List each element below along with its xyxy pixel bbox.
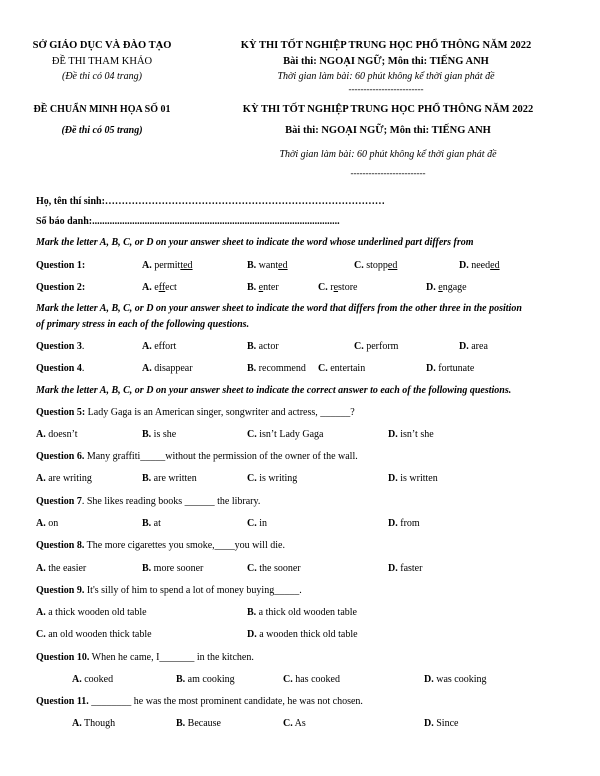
header2-left-line2: (Đề thi có 05 trang) (61, 125, 143, 136)
q9-option-a (36, 607, 147, 618)
option-text: effort (151, 341, 177, 352)
question-5 (36, 407, 355, 418)
q7-option-a (36, 518, 58, 529)
question-3 (36, 341, 84, 352)
option-letter: C. (247, 518, 257, 529)
header2-right-divider: ------------------------- (350, 168, 426, 178)
option-text: isn’t she (397, 429, 434, 440)
option-letter: B. (247, 607, 257, 618)
q8-option-c (247, 563, 301, 574)
option-text: at (151, 518, 161, 529)
q10-option-b (176, 674, 235, 685)
option-letter: D. (426, 282, 439, 293)
q9-option-b (247, 607, 357, 618)
option-text: are writing (45, 473, 92, 484)
option-text: in (256, 518, 268, 529)
option-letter: C. (318, 282, 331, 293)
q7-option-b (142, 518, 161, 529)
header1-right-line2: Bài thi: NGOẠI NGỮ; Môn thi: TIẾNG ANH (283, 56, 489, 67)
question-1-label: Question 1: (36, 260, 86, 271)
option-text: a wooden thick old table (256, 629, 358, 640)
q3-option-a (142, 341, 176, 352)
option-text: area (468, 341, 488, 352)
option-underlined: e (333, 282, 339, 293)
q2-option-b (247, 282, 279, 293)
option-letter: B. (247, 341, 257, 352)
option-letter: B. (247, 363, 257, 374)
question-8 (36, 540, 285, 551)
option-letter: A. (72, 674, 82, 685)
q8-option-b (142, 563, 203, 574)
option-letter: B. (176, 674, 186, 685)
option-text: disappear (151, 363, 193, 374)
option-text: a thick wooden old table (45, 607, 147, 618)
question-label: Question 7 (36, 496, 82, 507)
q1-option-b (247, 260, 288, 271)
option-underlined: ed (278, 260, 288, 271)
question-text: . (81, 363, 85, 374)
option-letter: A. (142, 260, 155, 271)
question-text: When he came, I_______ in the kitchen. (89, 652, 254, 663)
option-text: need (471, 260, 491, 271)
option-letter: C. (247, 429, 257, 440)
option-letter: D. (388, 518, 398, 529)
q4-option-a (142, 363, 193, 374)
option-letter: A. (72, 718, 82, 729)
q5-option-d (388, 429, 434, 440)
option-text: an old wooden thick table (45, 629, 152, 640)
option-letter: B. (142, 473, 152, 484)
q11-option-c (283, 718, 306, 729)
q1-option-d (459, 260, 500, 271)
q1-option-c (354, 260, 397, 271)
q11-option-a (72, 718, 115, 729)
question-7 (36, 496, 260, 507)
option-letter: B. (247, 260, 259, 271)
option-letter: A. (142, 282, 155, 293)
q1-option-a (142, 260, 193, 271)
candidate-name-field: Họ, tên thí sinh:………………………………………………………………………… (36, 196, 385, 207)
option-text: want (258, 260, 279, 271)
option-text: was cooking (433, 674, 487, 685)
option-letter: D. (459, 341, 469, 352)
question-text: The more cigarettes you smoke,____you will die. (84, 540, 285, 551)
q2-option-a (142, 282, 177, 293)
option-underlined: e (258, 282, 264, 293)
option-text-rest: nter (263, 282, 279, 293)
option-text: actor (256, 341, 279, 352)
header2-right-line1: KỲ THI TỐT NGHIỆP TRUNG HỌC PHỔ THÔNG NĂM 2022 (242, 104, 534, 115)
q2-option-c (318, 282, 357, 293)
q6-option-d (388, 473, 438, 484)
instruction-pronunciation: Mark the letter A, B, C, or D on your answer sheet to indicate the word whose underlined part differs from (36, 237, 474, 248)
q8-option-a (36, 563, 86, 574)
question-label: Question 8. (36, 540, 85, 551)
option-text-rest: ect (165, 282, 177, 293)
option-text: are written (151, 473, 197, 484)
question-6 (36, 451, 358, 462)
option-text: stopp (366, 260, 388, 271)
option-text: permit (154, 260, 181, 271)
option-letter: A. (36, 429, 46, 440)
option-letter: C. (36, 629, 46, 640)
option-text: the sooner (256, 563, 301, 574)
option-letter: C. (283, 674, 293, 685)
instruction-stress-line2: of primary stress in each of the following questions. (36, 319, 250, 330)
header2-right-line3: Thời gian làm bài: 60 phút không kể thời gian phát đề (279, 149, 497, 160)
question-label: Question 9. (36, 585, 85, 596)
option-underlined: ed (490, 260, 500, 271)
option-letter: D. (424, 674, 434, 685)
option-letter: A. (36, 473, 46, 484)
q7-option-d (388, 518, 420, 529)
option-letter: B. (142, 518, 152, 529)
question-label: Question 5: (36, 407, 86, 418)
header1-left-line3: (Đề thi có 04 trang) (62, 71, 142, 82)
option-letter: B. (176, 718, 186, 729)
option-letter: D. (388, 429, 398, 440)
question-label: Question 10. (36, 652, 90, 663)
option-letter: D. (426, 363, 436, 374)
option-letter: D. (388, 563, 398, 574)
q5-option-c (247, 429, 323, 440)
option-letter: D. (459, 260, 472, 271)
q10-option-d (424, 674, 487, 685)
option-letter: C. (318, 363, 328, 374)
option-text: As (292, 718, 306, 729)
question-text: ________ he was the most prominent candidate, he was not chosen. (88, 696, 363, 707)
option-underlined: ed (387, 260, 398, 271)
option-letter: C. (247, 563, 257, 574)
question-text: Many graffiti_____without the permission of the owner of the wall. (84, 451, 358, 462)
header1-right-divider: ------------------------- (348, 84, 424, 94)
q11-option-d (424, 718, 458, 729)
q10-option-a (72, 674, 113, 685)
q11-option-b (176, 718, 221, 729)
q4-option-c (318, 363, 365, 374)
option-text: is she (151, 429, 177, 440)
option-underlined: e (438, 282, 443, 293)
question-label: Question 6. (36, 451, 85, 462)
header1-left-line2: ĐỀ THI THAM KHẢO (51, 56, 153, 67)
option-text: has cooked (292, 674, 340, 685)
q3-option-b (247, 341, 279, 352)
header2-left-line1: ĐỀ CHUẨN MINH HỌA SỐ 01 (33, 104, 171, 115)
option-text: more sooner (151, 563, 204, 574)
option-letter: C. (247, 473, 257, 484)
option-letter: B. (142, 563, 152, 574)
option-letter: A. (36, 607, 46, 618)
option-text: cooked (81, 674, 114, 685)
option-letter: A. (36, 518, 46, 529)
question-label: Question 3 (36, 341, 82, 352)
q8-option-d (388, 563, 422, 574)
question-text: . (81, 341, 85, 352)
option-text: doesn’t (45, 429, 78, 440)
option-text: the easier (45, 563, 87, 574)
option-letter: D. (388, 473, 398, 484)
question-10 (36, 652, 254, 663)
option-text: isn’t Lady Gaga (256, 429, 324, 440)
option-letter: A. (36, 563, 46, 574)
option-text: Because (185, 718, 221, 729)
option-text: is written (397, 473, 438, 484)
instruction-stress-line1: Mark the letter A, B, C, or D on your answer sheet to indicate the word that differs from the other three in the position (36, 303, 522, 314)
option-letter: A. (142, 341, 152, 352)
option-underlined: ff (158, 282, 166, 293)
question-text: It's silly of him to spend a lot of money buying_____. (84, 585, 302, 596)
q5-option-b (142, 429, 176, 440)
option-text: recommend (256, 363, 306, 374)
option-text-rest: ngage (442, 282, 467, 293)
instruction-correct-answer: Mark the letter A, B, C, or D on your answer sheet to indicate the correct answer to each of the following questions. (36, 385, 512, 396)
option-text: from (397, 518, 420, 529)
option-letter: D. (247, 629, 257, 640)
option-letter: C. (283, 718, 293, 729)
option-text: am cooking (185, 674, 235, 685)
question-9 (36, 585, 302, 596)
q5-option-a (36, 429, 78, 440)
option-text: e (154, 282, 159, 293)
option-text: faster (397, 563, 423, 574)
q9-option-d (247, 629, 358, 640)
header1-right-line1: KỲ THI TỐT NGHIỆP TRUNG HỌC PHỔ THÔNG NĂM 2022 (240, 40, 532, 51)
option-letter: C. (354, 341, 364, 352)
option-text: fortunate (435, 363, 475, 374)
header2-right-line2: Bài thi: NGOẠI NGỮ; Môn thi: TIẾNG ANH (285, 125, 491, 136)
option-letter: A. (142, 363, 152, 374)
q6-option-c (247, 473, 297, 484)
question-label: Question 11. (36, 696, 89, 707)
option-text: is writing (256, 473, 298, 484)
q6-option-b (142, 473, 197, 484)
q4-option-b (247, 363, 306, 374)
option-text: r (330, 282, 334, 293)
q4-option-d (426, 363, 474, 374)
q3-option-d (459, 341, 488, 352)
candidate-number-field: Số báo danh:................................................................................................... (36, 216, 340, 227)
option-text: on (45, 518, 59, 529)
option-underlined: ted (180, 260, 193, 271)
q7-option-c (247, 518, 267, 529)
q6-option-a (36, 473, 92, 484)
question-2-label: Question 2: (36, 282, 86, 293)
option-text: Since (433, 718, 459, 729)
option-letter: C. (354, 260, 367, 271)
option-text-rest: store (338, 282, 358, 293)
question-text: . She likes reading books ______ the library. (81, 496, 261, 507)
option-letter: B. (247, 282, 259, 293)
q10-option-c (283, 674, 340, 685)
q9-option-c (36, 629, 152, 640)
option-letter: D. (424, 718, 434, 729)
q3-option-c (354, 341, 398, 352)
option-text: Though (81, 718, 116, 729)
option-text: a thick old wooden table (256, 607, 357, 618)
question-11 (36, 696, 363, 707)
q2-option-d (426, 282, 467, 293)
question-label: Question 4 (36, 363, 82, 374)
question-4 (36, 363, 84, 374)
option-text: perform (363, 341, 399, 352)
option-letter: B. (142, 429, 152, 440)
header1-right-line3: Thời gian làm bài: 60 phút không kể thời gian phát đề (277, 71, 495, 82)
option-text: entertain (327, 363, 366, 374)
header1-left-line1: SỞ GIÁO DỤC VÀ ĐÀO TẠO (32, 40, 172, 51)
question-text: Lady Gaga is an American singer, songwriter and actress, ______? (85, 407, 355, 418)
